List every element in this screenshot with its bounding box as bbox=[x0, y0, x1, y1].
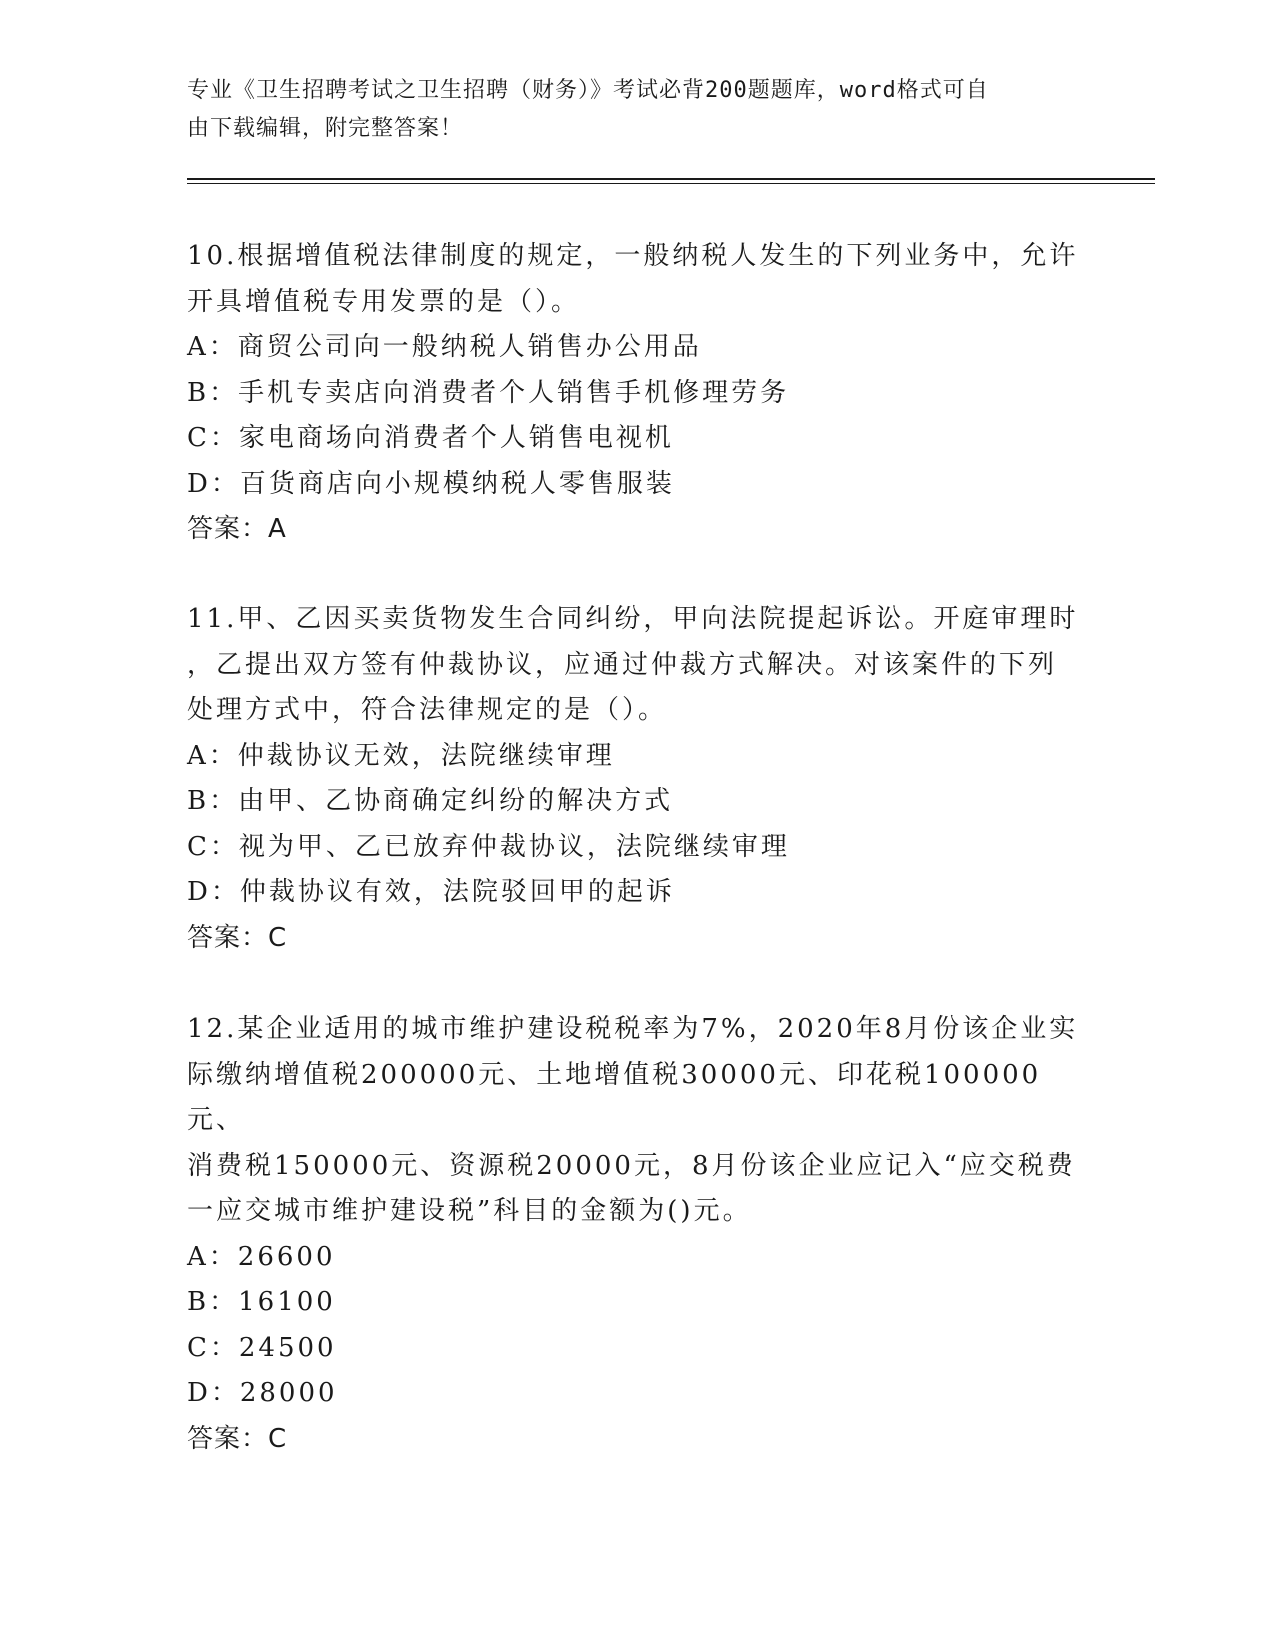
answer-line: 答案：C bbox=[187, 1423, 288, 1454]
option-c: C：24500 bbox=[187, 1332, 337, 1363]
question-stem-line: 11.甲、乙因买卖货物发生合同纠纷，甲向法院提起诉讼。开庭审理时 bbox=[187, 604, 1079, 634]
question-block bbox=[187, 597, 1087, 961]
option-d: D：仲裁协议有效，法院驳回甲的起诉 bbox=[187, 877, 675, 907]
header-line-2: 由下载编辑，附完整答案！ bbox=[187, 116, 464, 141]
question-stem-line: 12.某企业适用的城市维护建设税税率为7%，2020年8月份该企业实 bbox=[187, 1014, 1079, 1044]
question-stem-line: 10.根据增值税法律制度的规定，一般纳税人发生的下列业务中，允许 bbox=[187, 241, 1079, 271]
document-header bbox=[187, 72, 1067, 148]
option-d: D：百货商店向小规模纳税人零售服装 bbox=[187, 468, 675, 499]
question-block bbox=[187, 234, 1087, 553]
header-divider-thin bbox=[187, 183, 1155, 184]
option-d: D：28000 bbox=[187, 1378, 338, 1408]
question-stem-line: 开具增值税专用发票的是（）。 bbox=[187, 286, 581, 317]
option-a: A：仲裁协议无效，法院继续审理 bbox=[187, 740, 615, 771]
question-block bbox=[187, 1007, 1087, 1462]
answer-line: 答案：C bbox=[187, 922, 288, 953]
question-stem-line: 处理方式中，符合法律规定的是（）。 bbox=[187, 695, 668, 725]
header-divider-thick bbox=[187, 178, 1155, 180]
header-line-1: 专业《卫生招聘考试之卫生招聘（财务）》考试必背200题题库，word格式可自 bbox=[187, 78, 989, 103]
question-stem-line: 消费税150000元、资源税20000元，8月份该企业应记入“应交税费 bbox=[187, 1150, 1076, 1181]
answer-line: 答案：A bbox=[187, 514, 287, 544]
question-stem-line: ，乙提出双方签有仲裁协议，应通过仲裁方式解决。对该案件的下列 bbox=[187, 649, 1058, 680]
option-a: A：26600 bbox=[187, 1241, 336, 1272]
option-c: C：视为甲、乙已放弃仲裁协议，法院继续审理 bbox=[187, 831, 790, 862]
option-b: B：由甲、乙协商确定纠纷的解决方式 bbox=[187, 786, 674, 816]
option-b: B：手机专卖店向消费者个人销售手机修理劳务 bbox=[187, 377, 790, 408]
question-stem-line: 一应交城市维护建设税”科目的金额为()元。 bbox=[187, 1196, 752, 1226]
option-c: C：家电商场向消费者个人销售电视机 bbox=[187, 423, 674, 453]
option-b: B：16100 bbox=[187, 1287, 336, 1317]
question-stem-line: 际缴纳增值税200000元、土地增值税30000元、印花税100000元、 bbox=[187, 1059, 1042, 1135]
option-a: A：商贸公司向一般纳税人销售办公用品 bbox=[187, 332, 702, 362]
